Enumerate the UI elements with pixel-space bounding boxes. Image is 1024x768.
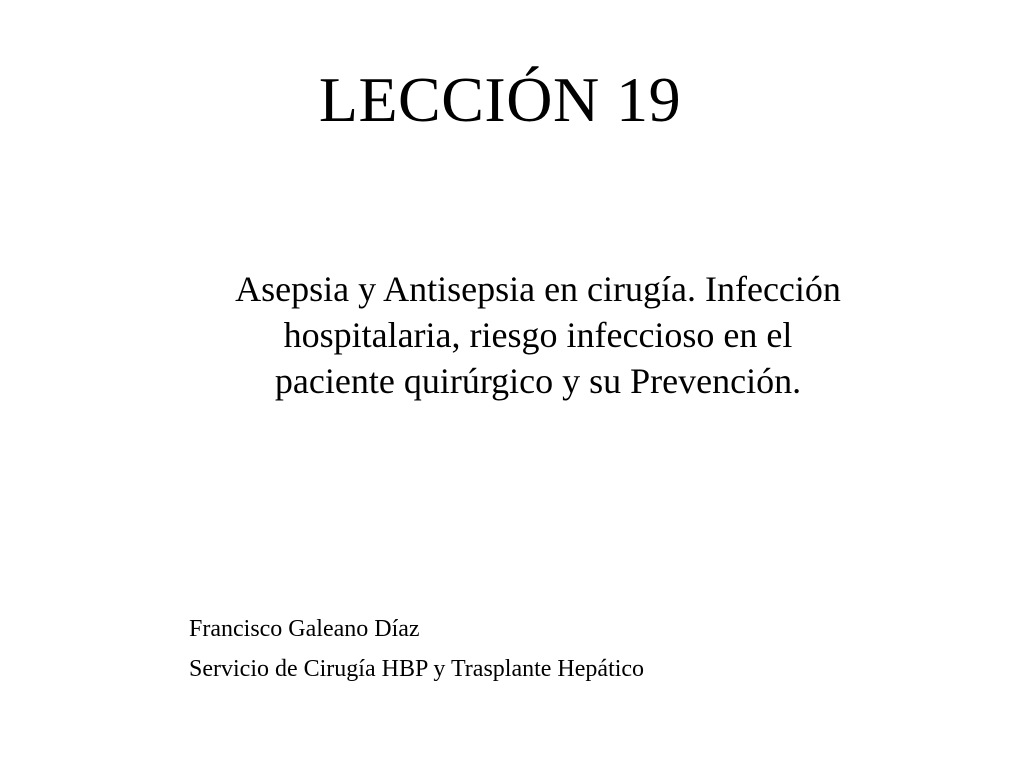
subtitle-line: hospitalaria, riesgo infeccioso en el	[283, 315, 793, 355]
author-department: Servicio de Cirugía HBP y Trasplante Hepático	[189, 656, 645, 682]
slide-title: LECCIÓN 19	[318, 64, 682, 135]
author-name: Francisco Galeano Díaz	[189, 616, 420, 642]
author-block	[189, 609, 889, 689]
subtitle-line: paciente quirúrgico y su Prevención.	[274, 361, 802, 401]
slide-subtitle	[130, 266, 946, 404]
subtitle-line: Asepsia y Antisepsia en cirugía. Infección	[235, 269, 841, 309]
